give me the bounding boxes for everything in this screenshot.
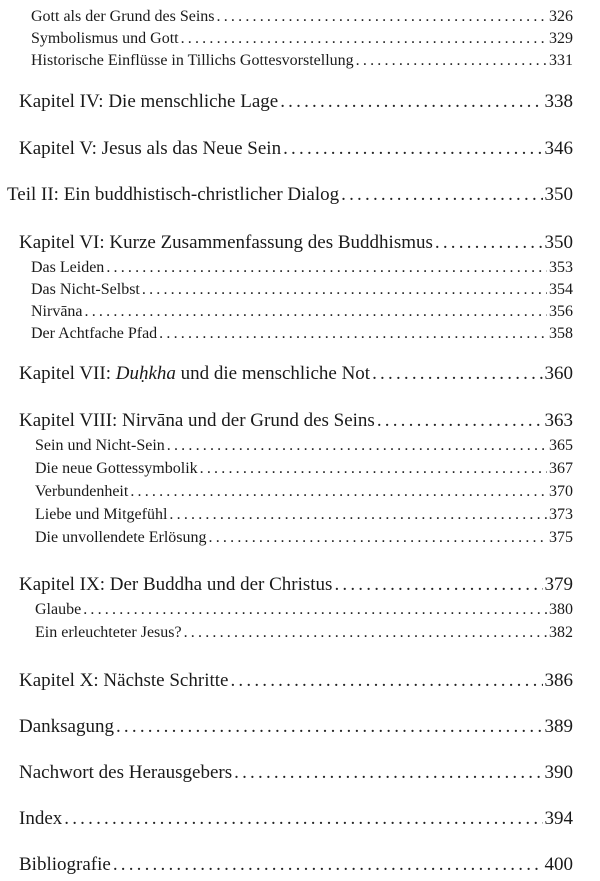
toc-entry-title: Ein erleuchteter Jesus? <box>35 624 182 641</box>
toc-entry-title: Historische Einflüsse in Tillichs Gottesvorstellung <box>31 52 354 69</box>
leader-dots <box>283 138 542 160</box>
toc-entry[interactable] <box>31 259 573 277</box>
toc-entry-title: Symbolismus und Gott <box>31 30 179 47</box>
toc-entry[interactable] <box>19 716 573 738</box>
toc-entry-page: 382 <box>549 624 573 641</box>
toc-entry[interactable] <box>19 808 573 830</box>
toc-entry[interactable] <box>19 670 573 692</box>
leader-dots <box>435 232 543 254</box>
leader-dots <box>159 325 547 343</box>
toc-entry-title: Kapitel VIII: Nirvāna und der Grund des Seins <box>19 410 375 431</box>
toc-entry-title: Das Nicht-Selbst <box>31 281 140 298</box>
toc-entry-title: Gott als der Grund des Seins <box>31 8 215 25</box>
leader-dots <box>200 460 547 478</box>
leader-dots <box>217 8 547 26</box>
toc-entry-page: 331 <box>549 52 573 69</box>
toc-entry-title: Der Achtfache Pfad <box>31 325 158 342</box>
toc-entry[interactable] <box>31 303 573 321</box>
toc-entry-title: Liebe und Mitgefühl <box>35 506 168 523</box>
toc-entry-page: 379 <box>544 574 573 595</box>
toc-entry[interactable] <box>19 762 573 784</box>
toc-entry-title-suffix: und die menschliche Not <box>175 363 371 384</box>
toc-entry[interactable] <box>35 601 573 619</box>
leader-dots <box>142 281 547 299</box>
toc-entry-page: 350 <box>544 232 573 253</box>
toc-entry-page: 389 <box>544 716 573 737</box>
toc-entry-page: 350 <box>544 184 573 205</box>
toc-entry-title: Nachwort des Herausgebers <box>19 762 233 783</box>
toc-entry-page: 400 <box>544 854 573 875</box>
toc-entry[interactable] <box>31 281 573 299</box>
toc-entry[interactable] <box>19 854 573 876</box>
toc-entry[interactable] <box>19 363 573 385</box>
leader-dots <box>334 574 542 596</box>
toc-entry[interactable] <box>35 437 573 455</box>
toc-entry-title: Danksagung <box>19 716 114 737</box>
toc-entry-page: 370 <box>549 483 573 500</box>
toc-entry-page: 375 <box>549 529 573 546</box>
toc-entry[interactable] <box>35 506 573 524</box>
toc-entry[interactable] <box>35 460 573 478</box>
leader-dots <box>184 624 547 642</box>
toc-entry-page: 367 <box>549 460 573 477</box>
toc-entry-title: Sein und Nicht-Sein <box>35 437 165 454</box>
toc-entry[interactable] <box>35 529 573 547</box>
toc-entry-title-italic: Duḥkha <box>115 363 176 384</box>
toc-entry-page: 380 <box>549 601 573 618</box>
toc-entry-page: 329 <box>549 30 573 47</box>
toc-entry[interactable] <box>19 138 573 160</box>
leader-dots <box>209 529 547 547</box>
toc-entry-page: 365 <box>549 437 573 454</box>
toc-entry-title: Bibliografie <box>19 854 111 875</box>
toc-entry-title: Nirvāna <box>31 303 83 320</box>
leader-dots <box>64 808 542 830</box>
toc-entry[interactable] <box>19 410 573 432</box>
leader-dots <box>230 670 542 692</box>
leader-dots <box>377 410 543 432</box>
toc-entry[interactable] <box>31 325 573 343</box>
toc-entry-page: 373 <box>549 506 573 523</box>
toc-entry-page: 386 <box>544 670 573 691</box>
leader-dots <box>372 363 542 385</box>
toc-entry-title: Kapitel X: Nächste Schritte <box>19 670 229 691</box>
leader-dots <box>167 437 547 455</box>
leader-dots <box>234 762 542 784</box>
toc-entry-title: Die neue Gottessymbolik <box>35 460 198 477</box>
toc-entry-title: Kapitel IV: Die menschliche Lage <box>19 91 279 112</box>
toc-entry-page: 353 <box>549 259 573 276</box>
toc-entry[interactable] <box>31 8 573 26</box>
toc-entry-title: Verbundenheit <box>35 483 129 500</box>
toc-entry-page: 360 <box>544 363 573 384</box>
toc-entry-title: Glaube <box>35 601 82 618</box>
toc-entry-title: Die unvollendete Erlösung <box>35 529 207 546</box>
toc-entry[interactable] <box>7 184 573 206</box>
leader-dots <box>169 506 547 524</box>
toc-entry-title: Kapitel IX: Der Buddha und der Christus <box>19 574 333 595</box>
toc-entry-title: Index <box>19 808 63 829</box>
toc-entry[interactable] <box>31 30 573 48</box>
toc-entry-page: 363 <box>544 410 573 431</box>
toc-entry-title: Teil II: Ein buddhistisch-christlicher Dialog <box>7 184 340 205</box>
toc-entry[interactable] <box>19 232 573 254</box>
leader-dots <box>116 716 543 738</box>
leader-dots <box>356 52 547 70</box>
toc-entry-page: 338 <box>544 91 573 112</box>
toc-entry[interactable] <box>31 52 573 70</box>
toc-entry[interactable] <box>35 483 573 501</box>
leader-dots <box>280 91 542 113</box>
toc-entry-page: 326 <box>549 8 573 25</box>
leader-dots <box>181 30 547 48</box>
leader-dots <box>341 184 542 206</box>
toc-entry-page: 394 <box>544 808 573 829</box>
toc-entry-page: 356 <box>549 303 573 320</box>
toc-entry-title-prefix: Kapitel VII: <box>19 363 116 384</box>
toc-entry[interactable] <box>19 91 573 113</box>
toc-entry[interactable] <box>35 624 573 642</box>
toc-entry-page: 346 <box>544 138 573 159</box>
leader-dots <box>83 601 547 619</box>
toc-entry-page: 390 <box>544 762 573 783</box>
toc-entry-title: Kapitel VI: Kurze Zusammenfassung des Buddhismus <box>19 232 433 253</box>
toc-entry-title: Das Leiden <box>31 259 105 276</box>
leader-dots <box>113 854 543 876</box>
toc-entry[interactable] <box>19 574 573 596</box>
toc-entry-page: 358 <box>549 325 573 342</box>
toc-entry-title: Kapitel V: Jesus als das Neue Sein <box>19 138 282 159</box>
toc-entry-title <box>19 363 370 385</box>
toc-entry-page: 354 <box>549 281 573 298</box>
leader-dots <box>85 303 547 321</box>
leader-dots <box>106 259 547 277</box>
leader-dots <box>130 483 547 501</box>
